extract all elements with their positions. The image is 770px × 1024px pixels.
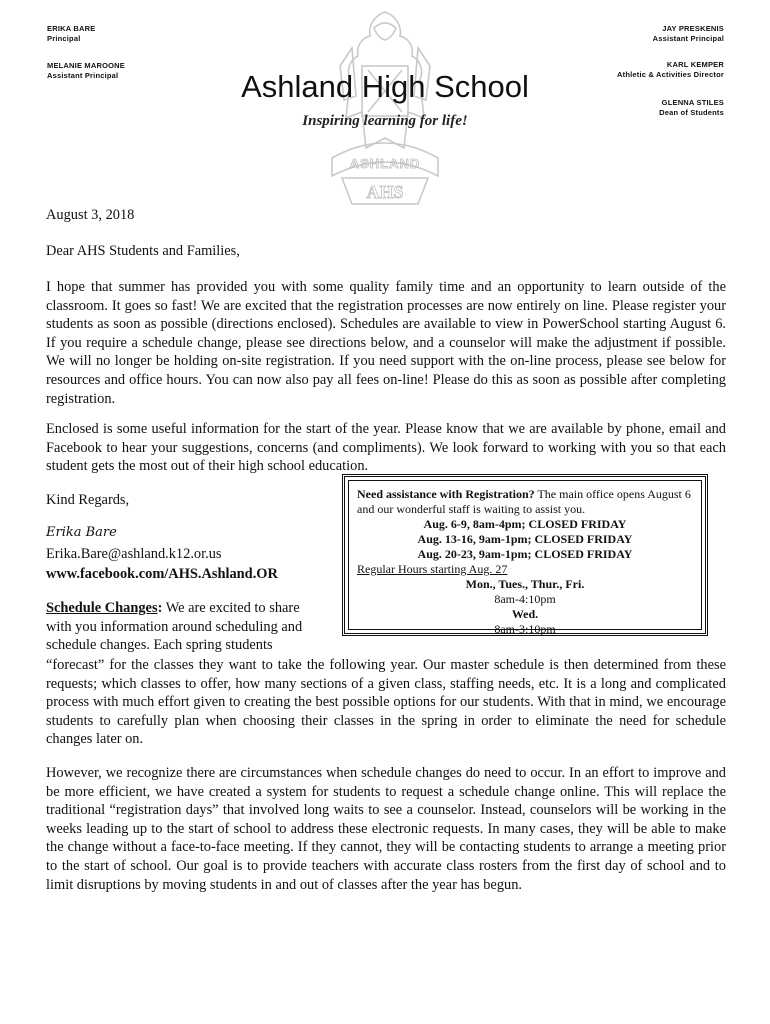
special-hours-3: Aug. 20-23, 9am-1pm; CLOSED FRIDAY <box>417 547 633 561</box>
letter-greeting: Dear AHS Students and Families, <box>46 243 240 259</box>
regular-hours-1: 8am-4:10pm <box>494 592 556 606</box>
staff-name: KARL KEMPER <box>666 60 724 69</box>
staff-name: JAY PRESKENIS <box>662 24 724 33</box>
schedule-changes-intro: Schedule Changes: We are excited to share with you information around scheduling and schedule changes. Each spring students <box>46 600 303 654</box>
regular-hours-2: 8am-3:10pm <box>494 622 556 636</box>
regular-days-2: Wed. <box>511 607 539 621</box>
paragraph-enclosed-info: Enclosed is some useful information for the start of the year. Please know that we are available by phone, email and Facebook to hear your suggestions, concerns (and compliments). We look forward to working with you so that each student gets the most out of their high school education. <box>46 421 726 475</box>
staff-title: Principal <box>47 34 81 43</box>
registration-help-lead <box>357 487 693 517</box>
staff-title: Dean of Students <box>659 108 724 117</box>
signature: Erika Bare <box>46 525 117 540</box>
email-address[interactable]: Erika.Bare@ashland.k12.or.us <box>46 546 222 562</box>
special-hours-1: Aug. 6-9, 8am-4pm; CLOSED FRIDAY <box>423 517 627 531</box>
staff-assistant-principal-right <box>653 24 724 44</box>
registration-help-text: The main office opens August 6 and our wonderful staff is waiting to assist you. <box>357 487 691 516</box>
staff-name: GLENNA STILES <box>661 98 724 107</box>
registration-help-question: Need assistance with Registration? <box>357 487 535 501</box>
schedule-intro-text: We are excited to share with you information around scheduling and schedule changes. Each spring students <box>46 600 303 654</box>
letter-closing: Kind Regards, <box>46 492 130 508</box>
staff-title: Assistant Principal <box>47 71 119 80</box>
paragraph-however: However, we recognize there are circumstances when schedule changes do need to occur. In an effort to improve and be more efficient, we have created a system for students to request a schedule change online. This will replace the traditional “registration days” that involved long waits to see a counselor. Instead, counselors will be working in the weeks leading up to the start of school to address these electronic requests. In many cases, they will be able to make the change without a face-to-face meeting. If they cannot, they will be contacting students to arrange a meeting prior to the start of school. Our goal is to provide teachers with accurate class rosters from the first day of school and to limit disruptions by moving students in and out of classes after the year has begun. <box>46 765 726 893</box>
regular-days-1: Mon., Tues., Thur., Fri. <box>465 577 585 591</box>
staff-title: Athletic & Activities Director <box>617 70 724 79</box>
facebook-link[interactable]: www.facebook.com/AHS.Ashland.OR <box>46 566 278 582</box>
paragraph-schedule-changes: “forecast” for the classes they want to take the following year. Our master schedule is then determined from these requests; which classes to offer, how many sections of a given class, staffing needs, etc. It is a long and complicated process with much effort given to creating the best possible options for our students. With that in mind, we encourage students to carefully plan when choosing their classes in the spring in order to eliminate the need for schedule changes later on. <box>46 657 726 748</box>
paragraph-registration: I hope that summer has provided you with some quality family time and an opportunity to learn outside of the classroom. It goes so fast! We are excited that the registration processes are now entirely on line. Please register your students as soon as possible (directions enclosed). Schedules are available to view in PowerSchool starting August 6. If you require a schedule change, please see directions below, and a counselor will make the adjustment if possible. We will no longer be holding on-site registration. If you need support with the on-line process, please see below for resources and office hours. You can now also pay all fees on-line! Please do this as soon as possible after completing registration. <box>46 279 726 407</box>
school-crest-logo <box>322 8 448 208</box>
staff-title: Assistant Principal <box>652 34 724 43</box>
school-tagline: Inspiring learning for life! <box>302 113 468 129</box>
schedule-changes-heading: Schedule Changes <box>46 600 158 616</box>
registration-help-box <box>342 474 708 636</box>
staff-principal <box>47 24 95 44</box>
regular-hours-label: Regular Hours starting Aug. 27 <box>357 562 508 576</box>
letter-date: August 3, 2018 <box>46 207 135 223</box>
special-hours-2: Aug. 13-16, 9am-1pm; CLOSED FRIDAY <box>417 532 633 546</box>
staff-name: MELANIE MAROONE <box>47 61 125 70</box>
crest-text: ASHLAND <box>349 156 421 171</box>
staff-name: ERIKA BARE <box>47 24 96 33</box>
crest-monogram: AHS <box>366 182 404 202</box>
school-name: Ashland High School <box>241 69 529 104</box>
